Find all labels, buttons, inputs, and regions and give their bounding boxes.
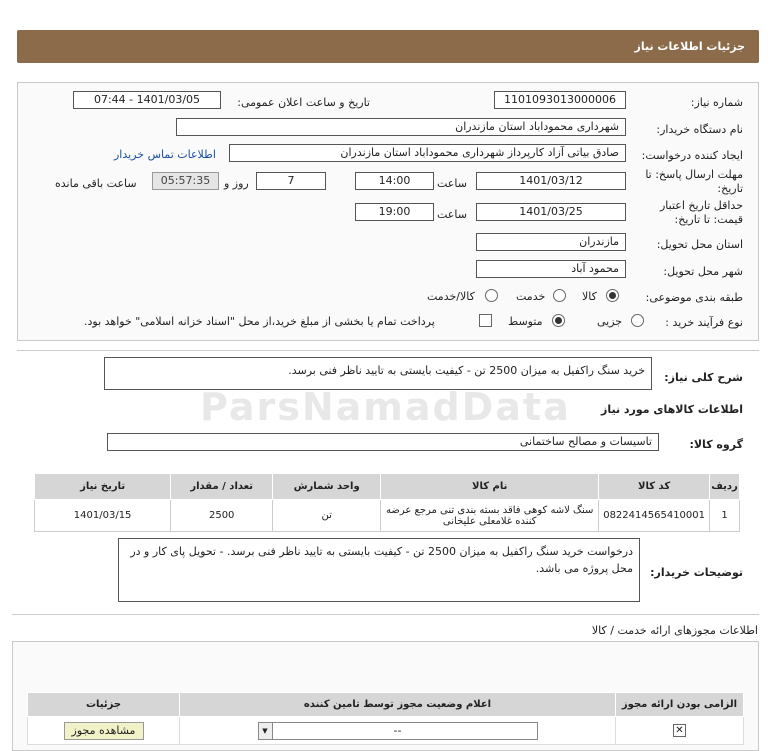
process-type-label: نوع فرآیند خرید : xyxy=(665,316,743,329)
cell-row: 1 xyxy=(710,500,740,532)
validity-label: حداقل تاریخ اعتبار قیمت: تا تاریخ: xyxy=(659,199,743,226)
process-minor-label: جزیی xyxy=(597,315,623,328)
page-title: جزئیات اطلاعات نیاز xyxy=(634,40,745,53)
need-number-label: شماره نیاز: xyxy=(690,96,743,109)
cell-unit: تن xyxy=(273,500,381,532)
goods-section-title: اطلاعات کالاهای مورد نیاز xyxy=(601,403,743,416)
category-label: طبقه بندی موضوعی: xyxy=(645,291,743,304)
deadline-time-field: 14:00 xyxy=(355,172,434,190)
days-label: روز و xyxy=(224,177,249,190)
buyer-notes-label: توضیحات خریدار: xyxy=(650,566,743,579)
deadline-date-field: 1401/03/12 xyxy=(476,172,626,190)
creator-field: صادق بیاتی آزاد کارپرداز شهرداری محموداباد استان مازندران xyxy=(229,144,626,162)
category-goods-label: کالا xyxy=(582,290,597,303)
deadline-label: مهلت ارسال پاسخ: تا تاریخ: xyxy=(645,168,743,195)
process-medium-radio[interactable] xyxy=(552,314,565,327)
announce-datetime-field: 1401/03/05 - 07:44 xyxy=(73,91,221,109)
buyer-notes-text: درخواست خرید سنگ راکفیل به میزان 2500 تن - کیفیت بایستی به تایید ناظر فنی برسد. - تحویل پای کار و در محل پروژه می باشد. xyxy=(118,538,640,602)
col-unit: واحد شمارش xyxy=(273,474,381,500)
process-medium-label: متوسط xyxy=(508,315,543,328)
divider xyxy=(17,350,759,351)
table-row xyxy=(28,717,744,745)
city-field: محمود آباد xyxy=(476,260,626,278)
category-goods-service-radio[interactable] xyxy=(485,289,498,302)
col-code: کد کالا xyxy=(599,474,710,500)
province-field: مازندران xyxy=(476,233,626,251)
validity-time-label: ساعت xyxy=(437,208,467,221)
col-name: نام کالا xyxy=(381,474,599,500)
cell-code: 0822414565410001 xyxy=(599,500,710,532)
permit-status-select[interactable] xyxy=(258,722,538,740)
category-service-label: خدمت xyxy=(516,290,546,303)
need-number-field: 1101093013000006 xyxy=(494,91,626,109)
page-title-bar xyxy=(17,30,759,63)
col-row: ردیف xyxy=(710,474,740,500)
goods-group-label: گروه کالا: xyxy=(689,438,743,451)
summary-label: شرح کلی نیاز: xyxy=(664,371,743,384)
buyer-org-label: نام دستگاه خریدار: xyxy=(656,123,743,136)
cell-date: 1401/03/15 xyxy=(35,500,171,532)
col-permit-required: الزامی بودن ارائه مجوز xyxy=(616,693,744,717)
permits-section-title: اطلاعات مجوزهای ارائه خدمت / کالا xyxy=(591,624,758,637)
summary-text: خرید سنگ راکفیل به میزان 2500 تن - کیفیت بایستی به تایید ناظر فنی برسد. xyxy=(104,357,652,390)
treasury-payment-checkbox[interactable] xyxy=(479,314,492,327)
divider xyxy=(12,614,759,615)
permit-status-value: -- xyxy=(393,723,402,737)
table-row xyxy=(35,500,740,532)
process-minor-radio[interactable] xyxy=(631,314,644,327)
permit-required-checkbox: ✕ xyxy=(673,724,686,737)
col-permit-details: جزئیات xyxy=(28,693,180,717)
cell-name: سنگ لاشه کوهی فاقد بسته بندی تنی مرجع عرضه کننده غلامعلی علیخانی xyxy=(381,500,599,532)
validity-time-field: 19:00 xyxy=(355,203,434,221)
cell-qty: 2500 xyxy=(171,500,273,532)
view-permit-button[interactable]: مشاهده مجوز xyxy=(64,722,144,740)
days-field: 7 xyxy=(256,172,326,190)
buyer-contact-link[interactable]: اطلاعات تماس خریدار xyxy=(114,148,216,161)
city-label: شهر محل تحویل: xyxy=(663,265,743,278)
goods-group-field: تاسیسات و مصالح ساختمانی xyxy=(107,433,659,451)
col-qty: تعداد / مقدار xyxy=(171,474,273,500)
announce-label: تاریخ و ساعت اعلان عمومی: xyxy=(237,96,370,109)
col-date: تاریخ نیاز xyxy=(35,474,171,500)
col-permit-status: اعلام وضعیت مجوز توسط تامین کننده xyxy=(180,693,616,717)
remaining-time-label: ساعت باقی مانده xyxy=(55,177,137,190)
treasury-payment-note: پرداخت تمام یا بخشی از مبلغ خرید،از محل "اسناد خزانه اسلامی" خواهد بود. xyxy=(84,315,435,328)
category-service-radio[interactable] xyxy=(553,289,566,302)
province-label: استان محل تحویل: xyxy=(656,238,743,251)
permit-details-cell xyxy=(28,717,180,745)
buyer-org-field: شهرداری محموداباد استان مازندران xyxy=(176,118,626,136)
goods-table xyxy=(34,473,740,532)
watermark: ParsNamadData xyxy=(200,385,571,429)
permit-required-cell xyxy=(616,717,744,745)
creator-label: ایجاد کننده درخواست: xyxy=(641,149,743,162)
category-goods-radio[interactable] xyxy=(606,289,619,302)
chevron-down-icon: ▼ xyxy=(259,723,273,739)
permit-status-cell xyxy=(180,717,616,745)
category-goods-service-label: کالا/خدمت xyxy=(427,290,475,303)
permits-table xyxy=(27,692,744,745)
deadline-time-label: ساعت xyxy=(437,177,467,190)
remaining-time-field: 05:57:35 xyxy=(152,172,219,190)
validity-date-field: 1401/03/25 xyxy=(476,203,626,221)
